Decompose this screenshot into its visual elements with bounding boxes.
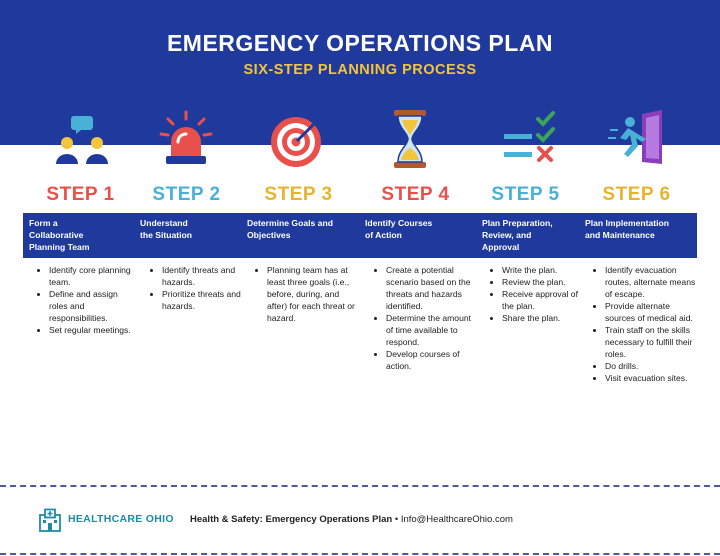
- heading-line: and Maintenance: [585, 230, 655, 240]
- step-4-label: STEP 4: [381, 184, 450, 205]
- list-item: • Write the plan.: [502, 264, 582, 276]
- hourglass-icon: [380, 108, 440, 170]
- list-item: • Determine the amount of time available to respond.: [386, 312, 480, 348]
- step-1-label: STEP 1: [46, 184, 115, 205]
- heading-line: Form a: [29, 218, 58, 228]
- step-2-bullets: [150, 264, 244, 312]
- page-subtitle: SIX-STEP PLANNING PROCESS: [243, 62, 477, 78]
- list-item: • Develop courses of action.: [386, 348, 480, 372]
- heading-line: Identify Courses: [365, 218, 433, 228]
- step-2-heading: [140, 217, 248, 241]
- heading-line: Plan Preparation,: [482, 218, 553, 228]
- list-item: • Do drills.: [605, 360, 699, 372]
- step-3-heading: [247, 217, 357, 241]
- heading-line: of Action: [365, 230, 402, 240]
- heading-line: Understand: [140, 218, 188, 228]
- step-3-label: STEP 3: [264, 184, 333, 205]
- brand-name: HEALTHCARE OHIO: [68, 513, 174, 525]
- target-icon: [268, 108, 328, 170]
- list-item: • Share the plan.: [502, 312, 582, 324]
- step-6-heading: [585, 217, 693, 241]
- step-3-bullets: [255, 264, 361, 324]
- checklist-icon: [500, 108, 560, 170]
- heading-line: Objectives: [247, 230, 291, 240]
- team-chat-icon: [52, 108, 112, 170]
- list-item: • Receive approval of the plan.: [502, 288, 582, 312]
- heading-line: Planning Team: [29, 242, 90, 252]
- list-item: • Review the plan.: [502, 276, 582, 288]
- footer-text: [190, 514, 513, 525]
- list-item: • Define and assign roles and responsibilities.: [49, 288, 131, 324]
- list-item: • Provide alternate sources of medical aid.: [605, 300, 699, 324]
- list-item: • Set regular meetings.: [49, 324, 131, 336]
- heading-line: Review, and: [482, 230, 532, 240]
- icons-row: [0, 108, 720, 170]
- hospital-icon: [38, 508, 62, 532]
- step-4-bullets: [374, 264, 480, 372]
- steps-row: [0, 184, 720, 210]
- list-item: • Planning team has at least three goals (i.e., before, during, and after) for each threat or hazard.: [267, 264, 361, 324]
- siren-icon: [156, 108, 216, 170]
- document-title: Health & Safety: Emergency Operations Plan: [190, 514, 393, 525]
- contact-email[interactable]: Info@HealthcareOhio.com: [400, 514, 513, 525]
- step-1-bullets: [37, 264, 131, 336]
- footer-divider-bottom: [0, 553, 720, 555]
- step-5-label: STEP 5: [491, 184, 560, 205]
- list-item: • Train staff on the skills necessary to fulfill their roles.: [605, 324, 699, 360]
- step-5-heading: [482, 217, 590, 253]
- list-item: • Visit evacuation sites.: [605, 372, 699, 384]
- list-item: • Identify core planning team.: [49, 264, 131, 288]
- footer-divider-top: [0, 485, 720, 487]
- list-item: • Identify evacuation routes, alternate means of escape.: [605, 264, 699, 300]
- step-4-heading: [365, 217, 473, 241]
- page-title: EMERGENCY OPERATIONS PLAN: [166, 30, 554, 56]
- heading-line: Determine Goals and: [247, 218, 333, 228]
- step-2-label: STEP 2: [152, 184, 221, 205]
- footer-separator: •: [392, 514, 401, 525]
- heading-line: Collaborative: [29, 230, 84, 240]
- list-item: • Prioritize threats and hazards.: [162, 288, 244, 312]
- emergency-exit-icon: [608, 108, 668, 170]
- heading-line: Plan Implementation: [585, 218, 670, 228]
- heading-line: Approval: [482, 242, 520, 252]
- list-item: • Create a potential scenario based on the threats and hazards identified.: [386, 264, 480, 312]
- step-6-bullets: [593, 264, 699, 384]
- step-6-label: STEP 6: [602, 184, 671, 205]
- heading-line: the Situation: [140, 230, 193, 240]
- step-1-heading: [29, 217, 137, 253]
- list-item: • Identify threats and hazards.: [162, 264, 244, 288]
- step-5-bullets: [490, 264, 582, 324]
